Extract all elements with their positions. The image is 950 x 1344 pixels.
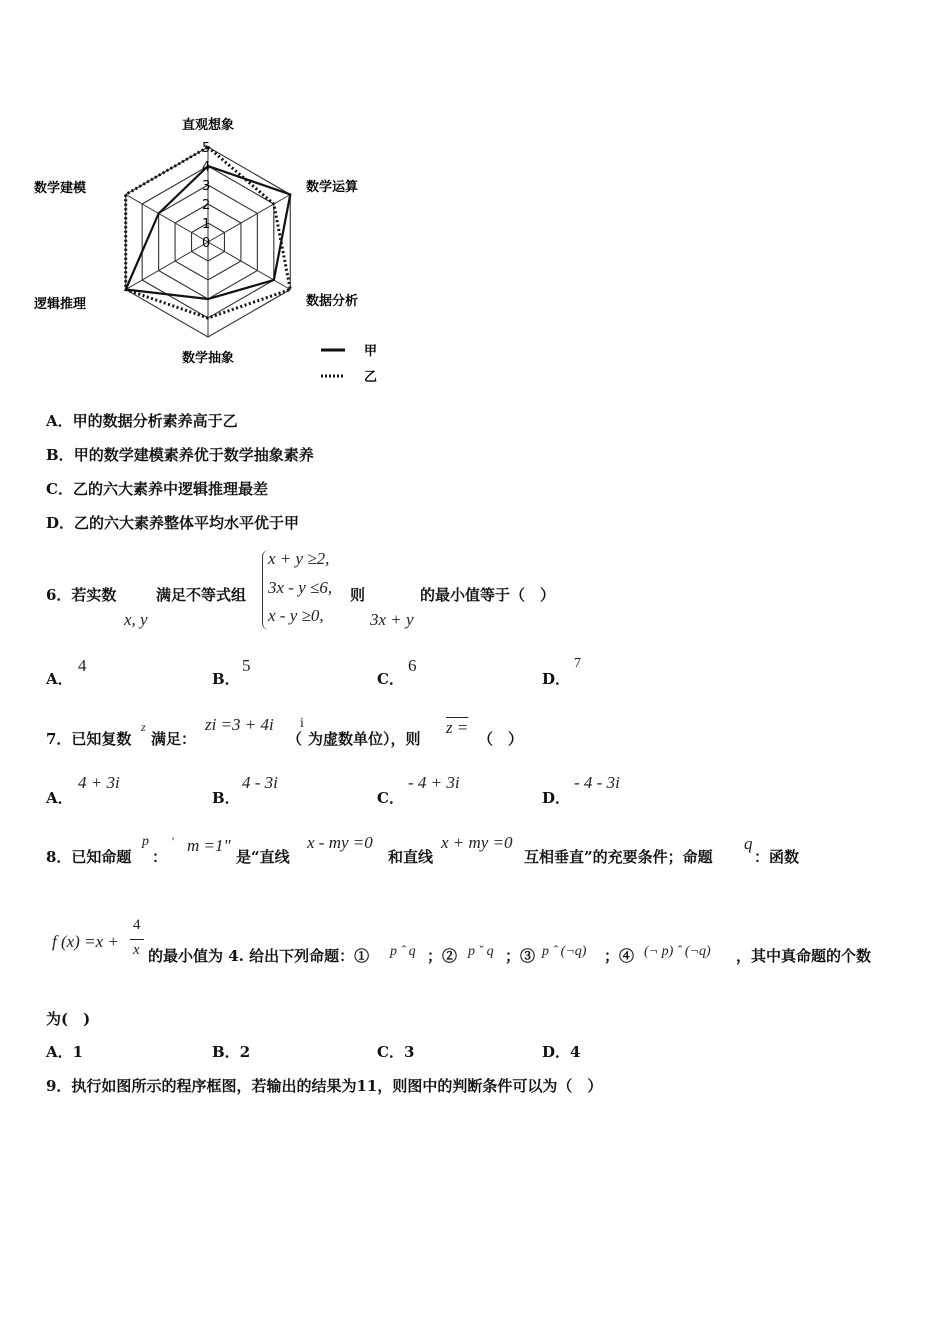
q6-prefix: 6．若实数 [46,586,117,604]
q7-mid: 满足： [151,730,197,748]
q9-text: 9．执行如图所示的程序框图，若输出的结果为11，则图中的判断条件可以为（ ） [46,1077,603,1095]
q5-option-b: B．甲的数学建模素养优于数学抽象素养 [46,446,314,464]
radar-axis-line [126,195,211,243]
q8-option-c: C．3 [377,1043,415,1061]
q6-option-b: B． [212,670,240,688]
q7-i: i [300,716,304,731]
q7-zbar: z = [446,718,469,737]
q6-option-d-val: 7 [574,656,581,671]
q6-option-d: D． [542,670,571,688]
q7-z: z [141,720,146,734]
radar-scale-label: 4 [202,160,211,175]
q6-expr: 3x + y [370,610,414,629]
q6-suffix: 的最小值等于（ ） [420,586,556,604]
q6-ineq-2: 3x - y ≤6, [268,578,333,597]
q6-ineq-3: x - y ≥0, [268,606,324,625]
q8-e3: p ˆ (¬q) [542,944,587,959]
q5-option-d: D．乙的六大素养整体平均水平优于甲 [46,514,300,532]
q6-option-c-val: 6 [408,656,417,675]
q7-option-b-val: 4 - 3i [242,773,278,792]
q8-frac-den: x [133,942,140,958]
radar-scale-label: 1 [202,217,211,232]
q8-t7: 为( ) [46,1010,91,1028]
radar-scale-label: 3 [202,179,211,194]
q7-option-b: B． [212,789,240,807]
q8-p: p [142,834,149,849]
q8-frac-num: 4 [133,917,141,933]
q7-suffix: （ ） [478,730,524,748]
q6-option-a-val: 4 [78,656,87,675]
radar-scale-label: 2 [202,198,211,213]
q6-vars: x, y [124,610,148,629]
legend-jia-label: 甲 [364,344,378,359]
radar-axis-label: 数学运算 [306,180,359,195]
legend-yi-label: 乙 [364,370,378,385]
radar-axis-label: 数学抽象 [181,351,235,366]
radar-axis-label: 逻辑推理 [33,297,86,312]
q8-quote: ' [172,834,175,848]
q8-t2: 和直线 [388,848,434,866]
q8-t4: ：函数 [754,848,800,866]
q8-t6: ，其中真命题的个数 [736,947,872,965]
q7-option-a: A． [46,789,73,807]
q6-option-c: C． [377,670,404,688]
q7-paren: （ [287,730,303,748]
q7-option-d-val: - 4 - 3i [574,773,620,792]
q8-t3: 互相垂直”的充要条件；命题 [524,848,713,866]
q8-e2: p ˇ q [468,944,494,959]
q6-option-a: A． [46,670,73,688]
q8-line1: x - my =0 [307,833,373,852]
q8-e1: p ˆ q [390,944,416,959]
q8-line2: x + my =0 [441,833,513,852]
q7-option-d: D． [542,789,571,807]
q8-frac-bar [130,939,144,940]
q8-s2: ；③ [505,947,536,965]
q8-option-b: B．2 [212,1043,251,1061]
q6-mid: 满足不等式组 [156,586,247,604]
q7-note: 为虚数单位），则 [308,730,421,748]
q8-t5: 的最小值为 4. 给出下列命题：① [148,947,370,965]
q7-option-c: C． [377,789,404,807]
radar-scale-label: 5 [202,141,211,156]
q6-then: 则 [350,586,366,604]
q8-colon: ： [152,848,168,866]
q8-s1: ；② [427,947,458,965]
q6-option-b-val: 5 [242,656,251,675]
q8-fx: f (x) =x + [52,932,119,951]
radar-axis-label: 数据分析 [306,294,359,309]
radar-chart [33,105,440,395]
q8-prefix: 8．已知命题 [46,848,132,866]
q7-eq: zi =3 + 4i [205,715,274,734]
radar-axis-line [208,195,290,243]
q6-ineq-1: x + y ≥2, [268,549,330,568]
q7-prefix: 7．已知复数 [46,730,132,748]
q8-option-a: A．1 [46,1043,84,1061]
radar-axis-line [126,242,208,290]
q8-t1: 是“直线 [236,848,290,866]
q8-option-d: D．4 [542,1043,581,1061]
q5-option-a: A．甲的数据分析素养高于乙 [46,412,238,430]
q5-option-c: C．乙的六大素养中逻辑推理最差 [46,480,268,498]
q8-q: q [744,834,753,853]
q8-e4: (¬ p) ˆ (¬q) [644,944,711,959]
q8-s3: ；④ [604,947,635,965]
radar-axis-line [208,242,290,290]
radar-axis-label: 直观想象 [181,118,235,133]
q7-option-a-val: 4 + 3i [78,773,120,792]
radar-axis-label: 数学建模 [33,181,86,196]
q8-m1: m =1" [187,836,231,855]
q7-option-c-val: - 4 + 3i [408,773,460,792]
radar-scale-label: 0 [202,236,211,251]
